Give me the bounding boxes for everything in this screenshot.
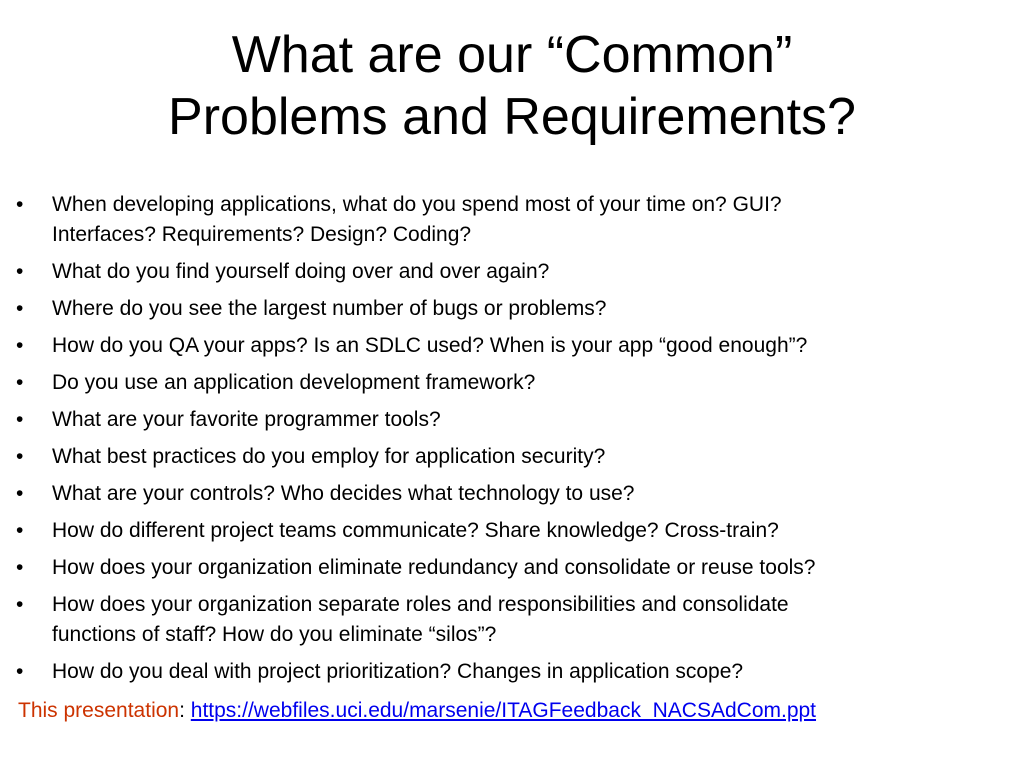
bullet-item <box>16 331 1016 361</box>
bullet-item <box>16 294 1016 324</box>
bullet-marker: • <box>16 334 24 357</box>
bullet-marker: • <box>16 408 24 431</box>
footer-label: This presentation <box>18 699 180 722</box>
bullet-marker: • <box>16 297 24 320</box>
bullet-text: How do different project teams communicate? Share knowledge? Cross-train? <box>52 519 779 542</box>
bullet-marker: • <box>16 482 24 505</box>
bullet-item <box>16 257 1016 287</box>
bullet-text: When developing applications, what do you spend most of your time on? GUI? <box>52 193 782 216</box>
bullet-marker: • <box>16 260 24 283</box>
bullet-item <box>16 516 1016 546</box>
bullet-text: What are your favorite programmer tools? <box>52 408 441 431</box>
bullet-text: What are your controls? Who decides what technology to use? <box>52 482 635 505</box>
bullet-item <box>16 442 1016 472</box>
bullet-item <box>16 657 1016 687</box>
bullet-text: Where do you see the largest number of bugs or problems? <box>52 297 607 320</box>
presentation-link[interactable]: https://webfiles.uci.edu/marsenie/ITAGFeedback_NACSAdCom.ppt <box>190 699 817 722</box>
bullet-item <box>16 553 1016 583</box>
bullet-marker: • <box>16 660 24 683</box>
bullet-text: functions of staff? How do you eliminate “silos”? <box>52 623 497 646</box>
bullet-text: What do you find yourself doing over and over again? <box>52 260 550 283</box>
bullet-item <box>16 590 1016 650</box>
bullet-item <box>16 368 1016 398</box>
bullet-item <box>16 479 1016 509</box>
bullet-text: Interfaces? Requirements? Design? Coding? <box>52 223 472 246</box>
bullet-marker: • <box>16 445 24 468</box>
slide-title-line: What are our “Common” <box>231 26 793 84</box>
bullet-text: What best practices do you employ for application security? <box>52 445 606 468</box>
bullet-text: How do you deal with project prioritization? Changes in application scope? <box>52 660 744 683</box>
bullet-marker: • <box>16 519 24 542</box>
bullet-marker: • <box>16 593 24 616</box>
footer <box>18 696 816 726</box>
footer-separator: : <box>179 699 185 722</box>
slide-title-line: Problems and Requirements? <box>168 88 856 146</box>
bullet-item <box>16 405 1016 435</box>
bullet-marker: • <box>16 556 24 579</box>
bullet-marker: • <box>16 371 24 394</box>
bullet-list <box>16 190 1016 694</box>
bullet-marker: • <box>16 193 24 216</box>
bullet-text: Do you use an application development framework? <box>52 371 536 394</box>
bullet-text: How does your organization eliminate redundancy and consolidate or reuse tools? <box>52 556 816 579</box>
bullet-text: How does your organization separate roles and responsibilities and consolidate <box>52 593 789 616</box>
bullet-item <box>16 190 1016 250</box>
slide-title <box>0 24 1024 148</box>
bullet-text: How do you QA your apps? Is an SDLC used? When is your app “good enough”? <box>52 334 808 357</box>
